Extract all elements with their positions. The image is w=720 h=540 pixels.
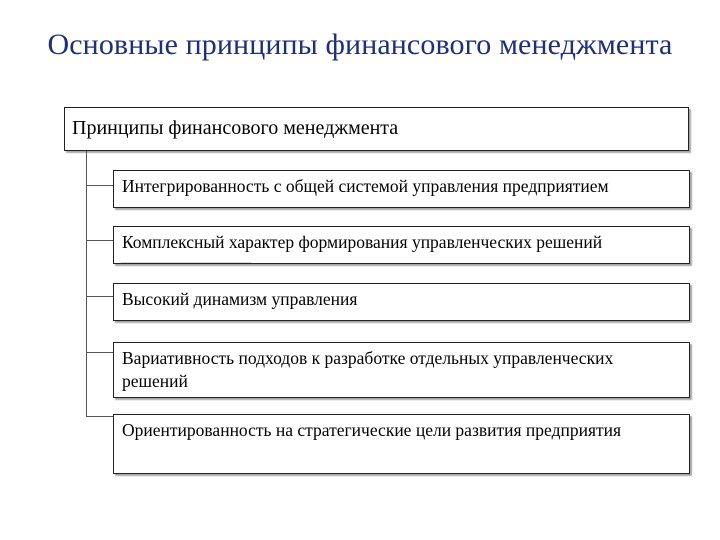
principle-item-2 <box>113 226 690 264</box>
slide-title: Основные принципы финансового менеджмента <box>47 28 673 61</box>
branch-connector <box>86 352 113 353</box>
principle-item-3 <box>113 283 690 321</box>
principle-item-label: Комплексный характер формирования управленческих решений <box>122 232 603 252</box>
principle-item-label: Высокий динамизм управления <box>122 289 358 309</box>
principle-item-1 <box>113 170 690 208</box>
root-node-label: Принципы финансового менеджмента <box>72 117 399 139</box>
principle-item-4 <box>113 342 690 398</box>
branch-connector <box>86 416 113 417</box>
branch-connector <box>86 185 113 186</box>
principle-item-label: Вариативность подходов к разработке отдельных управленческих решений <box>122 348 614 391</box>
root-node <box>64 107 689 151</box>
principle-item-label: Интегрированность с общей системой управления предприятием <box>122 176 609 196</box>
trunk-connector <box>86 151 87 417</box>
principle-item-label: Ориентированность на стратегические цели развития предприятия <box>122 420 622 440</box>
branch-connector <box>86 240 113 241</box>
branch-connector <box>86 296 113 297</box>
principle-item-5 <box>113 414 690 474</box>
decorative-underline <box>121 262 251 263</box>
